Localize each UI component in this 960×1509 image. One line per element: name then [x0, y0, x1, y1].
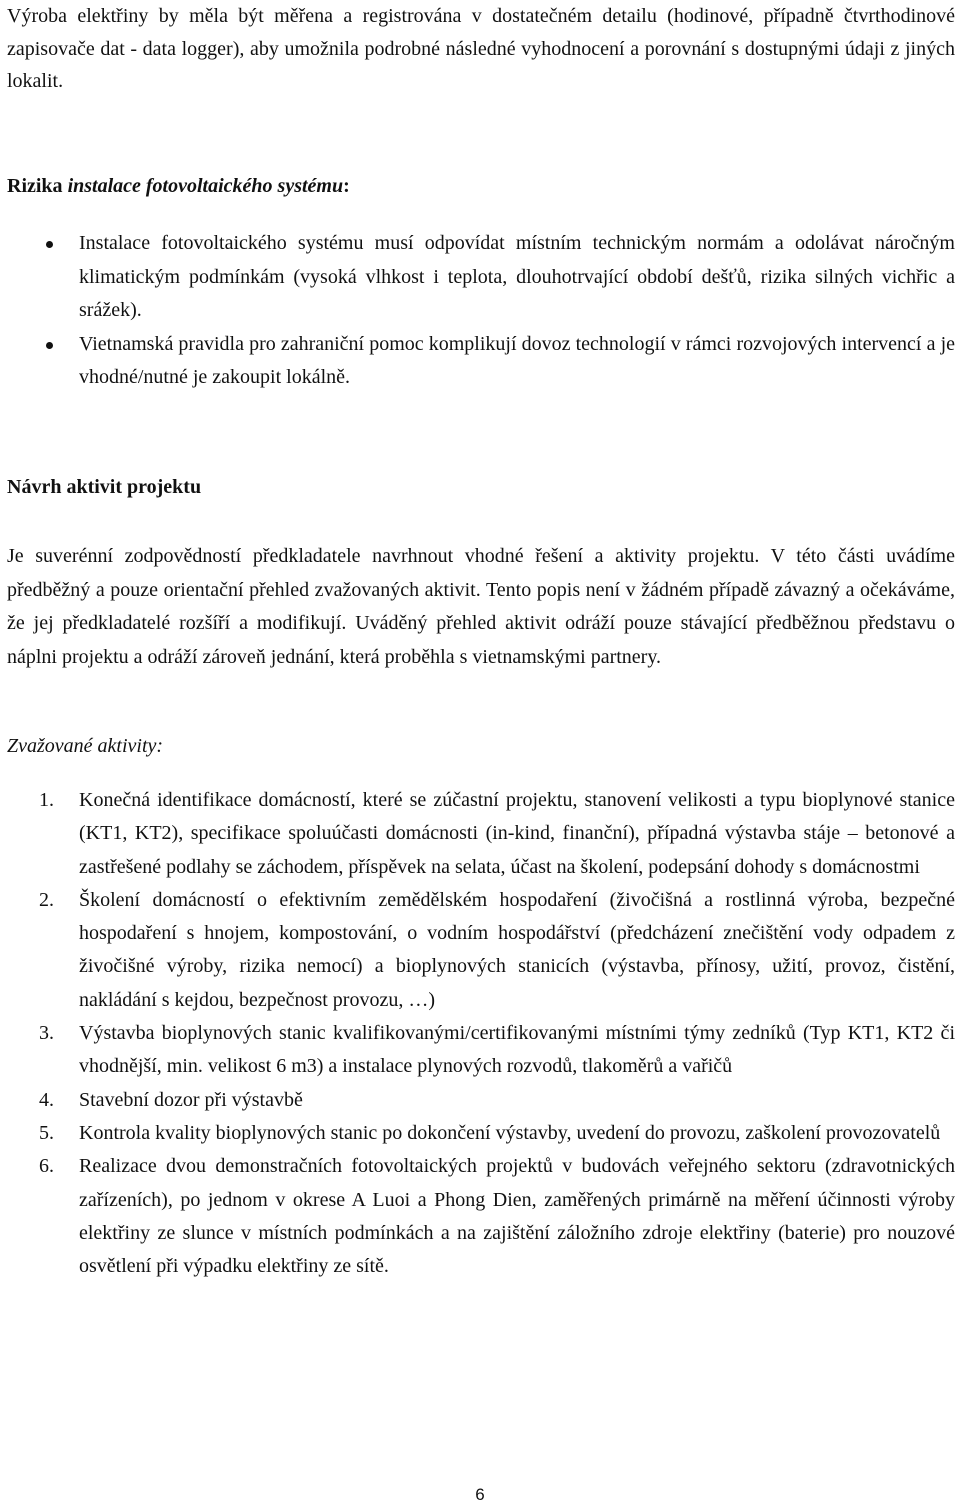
activity-number: 2.	[39, 888, 54, 911]
bullet-icon	[46, 241, 53, 248]
activity-text: Kontrola kvality bioplynových stanic po dokončení výstavby, uvedení do provozu, zaškolení provozovatelů	[79, 1121, 941, 1144]
page-number: 6	[475, 1485, 485, 1504]
activity-number: 5.	[39, 1121, 54, 1144]
bullet-icon	[46, 342, 53, 349]
intro-paragraph: Výroba elektřiny by měla být měřena a registrována v dostatečném detailu (hodinové, případně čtvrthodinové zapisovače dat - data logger), aby umožnila podrobné následné vyhodnocení a porovnání s dostupnými údaji z jiných lokalit.	[7, 5, 955, 93]
activity-number: 1.	[39, 789, 54, 811]
activity-number: 3.	[39, 1022, 54, 1045]
activity-item	[7, 1150, 955, 1283]
activity-item	[7, 884, 955, 1017]
activity-item	[7, 1117, 955, 1150]
activity-text: Výstavba bioplynových stanic kvalifikovanými/certifikovanými místními týmy zedníků (Typ KT1, KT2 či vhodnější, min. velikost 6 m3) a instalace plynových rozvodů, tlakoměrů a vařičů	[79, 1022, 955, 1078]
risks-list-item	[7, 227, 955, 328]
activity-item	[7, 1017, 955, 1084]
activity-item	[7, 1084, 955, 1117]
activity-number: 6.	[39, 1155, 54, 1178]
activities-list	[7, 784, 955, 1283]
proposal-heading: Návrh aktivit projektu	[7, 476, 202, 498]
proposal-paragraph: Je suverénní zodpovědností předkladatele navrhnout vhodné řešení a aktivity projektu. V této části uvádíme předběžný a pouze orientační přehled zvažovaných aktivit. Tento popis není v žádném případě závazný a očekáváme, že jej předkladatelé rozšíří a modifikují. Uváděný přehled aktivit odráží pouze stávající předběžnou představu o náplni projektu a odráží zároveň jednání, která proběhla s vietnamskými partnery.	[7, 545, 955, 668]
activity-number: 4.	[39, 1088, 54, 1111]
activity-text: Realizace dvou demonstračních fotovoltaických projektů v budovách veřejného sektoru (zdravotnických zařízeních), po jednom v okrese A Luoi a Phong Dien, zaměřených primárně na měření účinnosti výroby elektřiny ze slunce v místních podmínkách a na zajištění záložního zdroje elektřiny (baterie) pro nouzové osvětlení při výpadku elektřiny ze sítě.	[79, 1155, 955, 1278]
activity-item	[7, 784, 955, 884]
risks-list-item	[7, 328, 955, 395]
risks-list-item-text: Vietnamská pravidla pro zahraniční pomoc komplikují dovoz technologií v rámci rozvojových intervencí a je vhodné/nutné je zakoupit lokálně.	[79, 332, 955, 388]
risks-list	[7, 227, 955, 395]
risks-list-item-text: Instalace fotovoltaického systému musí odpovídat místním technickým normám a odolávat náročným klimatickým podmínkám (vysoká vlhkost i teplota, dlouhotrvající období dešťů, rizika silných vichřic a srážek).	[79, 232, 955, 321]
risks-heading-suffix: :	[343, 175, 350, 197]
risks-heading	[7, 172, 350, 200]
activity-text: Konečná identifikace domácností, které se zúčastní projektu, stanovení velikosti a typu bioplynové stanice (KT1, KT2), specifikace spoluúčasti domácnosti (in-kind, finanční), případná výstavba stáje – betonové a zastřešené podlahy se záchodem, příspěvek na selata, účast na školení, podepsání dohody s domácnostmi	[79, 789, 955, 878]
activities-heading: Zvažované aktivity:	[7, 735, 164, 757]
activity-text: Školení domácností o efektivním zemědělském hospodaření (živočišná a rostlinná výroba, bezpečné hospodaření s hnojem, kompostování, o vodním hospodářství (předcházení znečištění vody odpadem z živočišné výroby, rizika nemocí) a bioplynových stanicích (výstavba, přínosy, užití, provoz, čistění, nakládání s kejdou, bezpečnost provozu, …)	[79, 888, 955, 1011]
risks-heading-italic: instalace fotovoltaického systému	[67, 175, 344, 197]
activity-text: Stavební dozor při výstavbě	[79, 1088, 303, 1111]
risks-heading-prefix: Rizika	[7, 175, 68, 197]
